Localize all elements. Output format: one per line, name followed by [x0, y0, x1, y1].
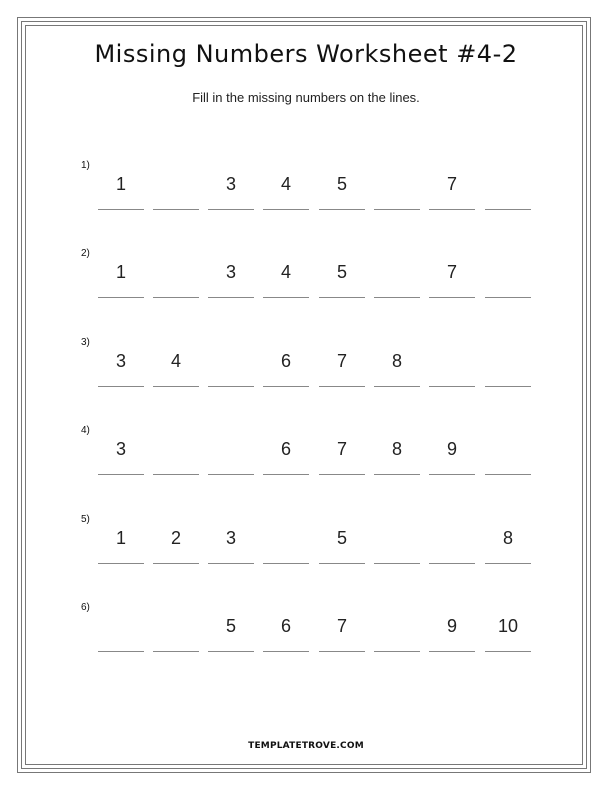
slot-value: 3	[225, 528, 236, 548]
given-number-slot	[98, 170, 144, 210]
given-number-slot	[374, 347, 420, 387]
slot-value: 4	[170, 351, 181, 371]
slot-value	[485, 435, 531, 437]
footer-brand: TEMPLATETROVE.COM	[248, 741, 364, 751]
worksheet-title: Missing Numbers Worksheet #4-2	[94, 40, 518, 68]
answer-blank[interactable]	[153, 612, 199, 652]
slot-value: 7	[336, 351, 347, 371]
given-number-slot	[153, 524, 199, 564]
slot-value: 5	[225, 616, 236, 636]
answer-blank[interactable]	[374, 170, 420, 210]
answer-blank[interactable]	[208, 435, 254, 475]
slot-value	[429, 347, 475, 349]
slot-value: 9	[446, 616, 457, 636]
slot-value: 3	[225, 174, 236, 194]
slot-value: 1	[115, 174, 126, 194]
answer-blank[interactable]	[98, 612, 144, 652]
slot-value: 8	[502, 528, 513, 548]
given-number-slot	[98, 524, 144, 564]
slot-value: 7	[336, 439, 347, 459]
slot-value	[208, 435, 254, 437]
given-number-slot	[263, 435, 309, 475]
answer-blank[interactable]	[153, 435, 199, 475]
problem-number: 1)	[81, 160, 90, 171]
slot-value: 5	[336, 528, 347, 548]
given-number-slot	[319, 435, 365, 475]
slot-value	[374, 612, 420, 614]
slot-value	[263, 524, 309, 526]
slot-value	[485, 170, 531, 172]
slot-value: 1	[115, 262, 126, 282]
answer-blank[interactable]	[485, 170, 531, 210]
slot-value: 2	[170, 528, 181, 548]
given-number-slot	[485, 524, 531, 564]
slot-value: 3	[115, 351, 126, 371]
given-number-slot	[319, 258, 365, 298]
problem-number: 2)	[81, 248, 90, 259]
given-number-slot	[98, 435, 144, 475]
given-number-slot	[429, 258, 475, 298]
given-number-slot	[208, 524, 254, 564]
slot-value	[153, 435, 199, 437]
given-number-slot	[319, 612, 365, 652]
slot-value: 6	[280, 616, 291, 636]
slot-value	[374, 258, 420, 260]
problem-number: 5)	[81, 514, 90, 525]
slot-value: 10	[497, 616, 519, 636]
answer-blank[interactable]	[374, 524, 420, 564]
given-number-slot	[319, 170, 365, 210]
given-number-slot	[98, 347, 144, 387]
answer-blank[interactable]	[485, 347, 531, 387]
given-number-slot	[153, 347, 199, 387]
slot-value: 9	[446, 439, 457, 459]
problem-row	[0, 602, 612, 662]
problem-row	[0, 425, 612, 485]
slot-value	[485, 258, 531, 260]
problem-number: 4)	[81, 425, 90, 436]
problem-row	[0, 248, 612, 308]
slot-value: 3	[225, 262, 236, 282]
slot-value: 8	[391, 351, 402, 371]
answer-blank[interactable]	[429, 347, 475, 387]
answer-blank[interactable]	[153, 258, 199, 298]
answer-blank[interactable]	[263, 524, 309, 564]
given-number-slot	[208, 258, 254, 298]
slot-value: 3	[115, 439, 126, 459]
slot-value	[485, 347, 531, 349]
answer-blank[interactable]	[208, 347, 254, 387]
answer-blank[interactable]	[153, 170, 199, 210]
problem-number: 6)	[81, 602, 90, 613]
given-number-slot	[319, 347, 365, 387]
slot-value	[153, 258, 199, 260]
problem-number: 3)	[81, 337, 90, 348]
slot-value	[374, 524, 420, 526]
given-number-slot	[429, 612, 475, 652]
given-number-slot	[263, 258, 309, 298]
answer-blank[interactable]	[485, 258, 531, 298]
answer-blank[interactable]	[374, 258, 420, 298]
problem-row	[0, 160, 612, 220]
given-number-slot	[485, 612, 531, 652]
answer-blank[interactable]	[485, 435, 531, 475]
slot-value: 1	[115, 528, 126, 548]
problem-row	[0, 514, 612, 574]
given-number-slot	[263, 347, 309, 387]
slot-value: 5	[336, 262, 347, 282]
problem-row	[0, 337, 612, 397]
slot-value: 6	[280, 351, 291, 371]
slot-value: 5	[336, 174, 347, 194]
given-number-slot	[208, 612, 254, 652]
slot-value: 4	[280, 174, 291, 194]
slot-value: 8	[391, 439, 402, 459]
given-number-slot	[263, 170, 309, 210]
slot-value: 7	[336, 616, 347, 636]
given-number-slot	[319, 524, 365, 564]
slot-value: 6	[280, 439, 291, 459]
slot-value: 4	[280, 262, 291, 282]
answer-blank[interactable]	[429, 524, 475, 564]
given-number-slot	[429, 435, 475, 475]
given-number-slot	[98, 258, 144, 298]
slot-value	[153, 170, 199, 172]
given-number-slot	[263, 612, 309, 652]
slot-value: 7	[446, 174, 457, 194]
slot-value	[208, 347, 254, 349]
slot-value: 7	[446, 262, 457, 282]
given-number-slot	[429, 170, 475, 210]
slot-value	[153, 612, 199, 614]
slot-value	[98, 612, 144, 614]
worksheet-instructions: Fill in the missing numbers on the lines.	[192, 90, 420, 105]
given-number-slot	[208, 170, 254, 210]
slot-value	[429, 524, 475, 526]
given-number-slot	[374, 435, 420, 475]
slot-value	[374, 170, 420, 172]
answer-blank[interactable]	[374, 612, 420, 652]
